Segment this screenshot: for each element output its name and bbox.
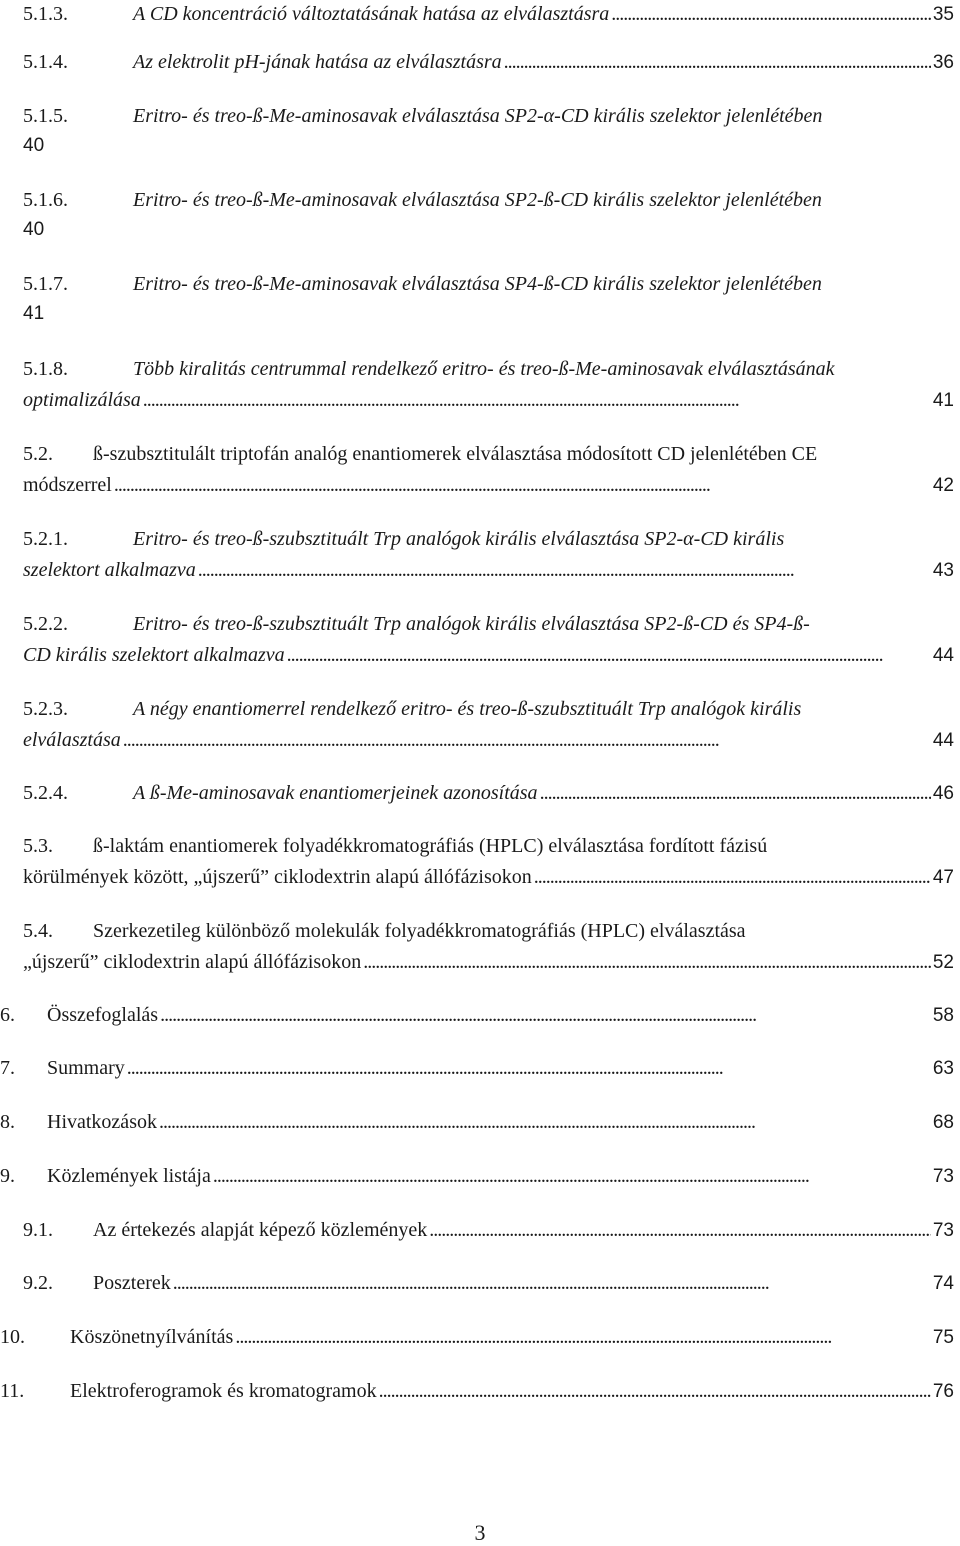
toc-title: A ß-Me-aminosavak enantiomerjeinek azonosítása [133,782,538,804]
dot-leader [429,1216,931,1244]
dot-leader [159,1108,931,1136]
toc-title: Az elektrolit pH-jának hatása az elválasztásra [133,51,502,73]
dot-leader [287,641,931,669]
toc-title: Eritro- és treo-ß-szubsztituált Trp analógok királis elválasztása SP2-α-CD királis [133,528,785,550]
toc-page: 73 [932,1220,954,1241]
toc-number: 10. [0,1326,25,1348]
toc-title: Poszterek [93,1272,171,1294]
toc-number: 5.1.8. [23,358,68,380]
toc-number: 5.1.5. [23,105,68,127]
toc-page: 58 [932,1005,954,1026]
toc-page: 40 [23,219,45,240]
toc-number: 9. [0,1165,15,1187]
toc-title: Köszönetnyílvánítás [70,1326,234,1348]
toc-title-continued: „újszerű” ciklodextrin alapú állófázisokon [23,951,362,973]
toc-page: 46 [932,783,954,804]
toc-page: 40 [23,135,45,156]
toc-page: 44 [932,645,954,666]
dot-leader [198,556,931,584]
toc-page: 74 [932,1273,954,1294]
toc-title: A CD koncentráció változtatásának hatása az elválasztásra [133,3,610,25]
toc-title: Szerkezetileg különböző molekulák folyadékkromatográfiás (HPLC) elválasztása [93,920,746,942]
dot-leader [143,386,931,414]
toc-title-continued: szelektort alkalmazva [23,559,196,581]
toc-title: Eritro- és treo-ß-szubsztituált Trp analógok királis elválasztása SP2-ß-CD és SP4-ß- [133,613,810,635]
dot-leader [235,1323,931,1351]
toc-title: Összefoglalás [47,1004,159,1026]
toc-page: 76 [932,1381,954,1402]
toc-title: Hivatkozások [47,1111,157,1133]
dot-leader [611,0,931,28]
toc-page: 44 [932,730,954,751]
dot-leader [114,471,931,499]
dot-leader [160,1001,931,1029]
toc-page: 52 [932,952,954,973]
toc-title: Elektroferogramok és kromatogramok [70,1380,377,1402]
toc-page: 43 [932,560,954,581]
toc-number: 5.2.1. [23,528,68,550]
toc-title-continued: CD királis szelektort alkalmazva [23,644,285,666]
toc-number: 6. [0,1004,15,1026]
toc-title: A négy enantiomerrel rendelkező eritro- és treo-ß-szubsztituált Trp analógok királis [133,698,802,720]
toc-title-continued: körülmények között, „újszerű” ciklodextrin alapú állófázisokon [23,866,532,888]
dot-leader [540,779,931,807]
dot-leader [379,1377,931,1405]
toc-number: 5.1.7. [23,273,68,295]
toc-page: 68 [932,1112,954,1133]
toc-page: 36 [932,52,954,73]
dot-leader [504,48,931,76]
toc-page: 75 [932,1327,954,1348]
toc-title: Summary [47,1057,125,1079]
toc-number: 9.1. [23,1219,53,1241]
page-number: 3 [474,1520,486,1545]
toc-title: Több kiralitás centrummal rendelkező eritro- és treo-ß-Me-aminosavak elválasztásának [133,358,835,380]
toc-number: 5.2.2. [23,613,68,635]
toc-page: 73 [932,1166,954,1187]
toc-number: 11. [0,1380,25,1402]
toc-number: 5.4. [23,920,53,942]
toc-number: 5.2.3. [23,698,68,720]
toc-number: 8. [0,1111,15,1133]
toc-title: ß-szubsztitulált triptofán analóg enantiomerek elválasztása módosított CD jelenlétében CE [93,443,818,465]
toc-number: 5.1.4. [23,51,68,73]
toc-number: 5.1.6. [23,189,68,211]
toc-number: 9.2. [23,1272,53,1294]
toc-number: 7. [0,1057,15,1079]
dot-leader [213,1162,931,1190]
toc-number: 5.1.3. [23,3,68,25]
toc-title: Eritro- és treo-ß-Me-aminosavak elválasztása SP2-α-CD királis szelektor jelenlétében [133,105,823,127]
toc-number: 5.3. [23,835,53,857]
dot-leader [127,1054,931,1082]
toc-number: 5.2. [23,443,53,465]
toc-title: Eritro- és treo-ß-Me-aminosavak elválasztása SP2-ß-CD királis szelektor jelenlétében [133,189,822,211]
dot-leader [363,948,931,976]
toc-title-continued: optimalizálása [23,389,141,411]
toc-title-continued: elválasztása [23,729,121,751]
toc-title: Az értekezés alapját képező közlemények [93,1219,428,1241]
toc-page: 47 [932,867,954,888]
toc-page: 35 [932,4,954,25]
toc-page: 41 [932,390,954,411]
toc-page: 42 [932,475,954,496]
toc-page: 63 [932,1058,954,1079]
dot-leader [534,863,931,891]
toc-title: Eritro- és treo-ß-Me-aminosavak elválasztása SP4-ß-CD királis szelektor jelenlétében [133,273,822,295]
toc-title-continued: módszerrel [23,474,112,496]
toc-title: Közlemények listája [47,1165,211,1187]
toc-number: 5.2.4. [23,782,68,804]
dot-leader [173,1269,931,1297]
toc-page: 41 [23,303,45,324]
toc-title: ß-laktám enantiomerek folyadékkromatográfiás (HPLC) elválasztása fordított fázisú [93,835,768,857]
dot-leader [123,726,931,754]
